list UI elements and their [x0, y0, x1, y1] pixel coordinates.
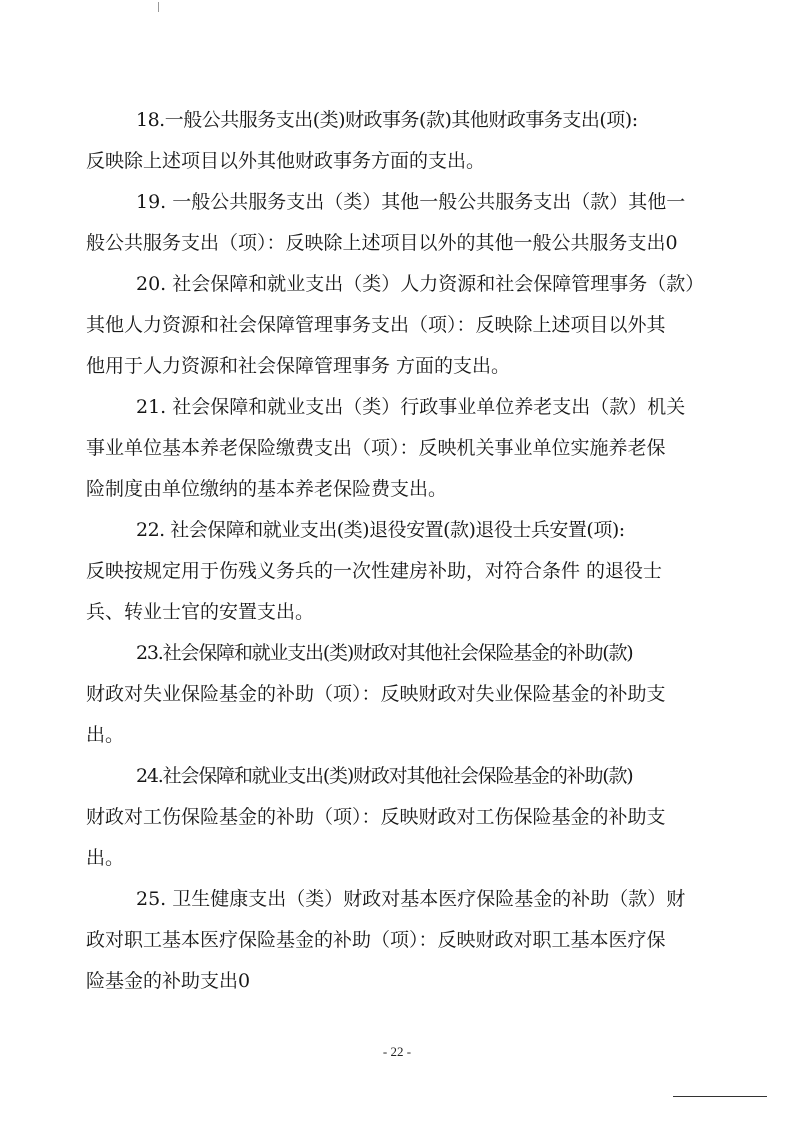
scan-artifact [158, 2, 159, 12]
paragraph-line: 其他人力资源和社会保障管理事务支出（项）：反映除上述项目以外其 [86, 314, 666, 336]
paragraph-line: 财政对工伤保险基金的补助（项）：反映财政对工伤保险基金的补助支 [86, 806, 666, 828]
paragraph-23 [86, 633, 766, 756]
paragraph-line: 政对职工基本医疗保险基金的补助（项）：反映财政对职工基本医疗保 [86, 929, 666, 951]
paragraph-20 [86, 264, 766, 387]
footer-rule [673, 1096, 767, 1097]
paragraph-line: 25. 卫生健康支出（类）财政对基本医疗保险基金的补助（款）财 [136, 888, 686, 910]
paragraph-line: 兵、转业士官的安置支出。 [86, 601, 315, 623]
paragraph-line: 20. 社会保障和就业支出（类）人力资源和社会保障管理事务（款） [136, 273, 705, 295]
paragraph-24 [86, 756, 766, 879]
paragraph-21 [86, 387, 766, 510]
paragraph-line: 事业单位基本养老保险缴费支出（项）：反映机关事业单位实施养老保 [86, 437, 666, 459]
paragraph-line: 出。 [86, 724, 125, 746]
paragraph-line: 他用于人力资源和社会保障管理事务 方面的支出。 [86, 355, 511, 377]
paragraph-line: 18.一般公共服务支出(类)财政事务(款)其他财政事务支出(项): [136, 109, 638, 131]
paragraph-line: 21. 社会保障和就业支出（类）行政事业单位养老支出（款）机关 [136, 396, 686, 418]
paragraph-18 [86, 100, 766, 182]
paragraph-19 [86, 182, 766, 264]
paragraph-25 [86, 879, 766, 1002]
paragraph-22 [86, 510, 766, 633]
paragraph-line: 险基金的补助支出0 [86, 970, 251, 992]
page-number: - 22 - [382, 1044, 412, 1059]
paragraph-line: 23.社会保障和就业支出(类)财政对其他社会保险基金的补助(款) [136, 642, 633, 664]
paragraph-line: 财政对失业保险基金的补助（项）：反映财政对失业保险基金的补助支 [86, 683, 666, 705]
paragraph-line: 反映按规定用于伤残义务兵的一次性建房补助，对符合条件 的退役士 [86, 560, 663, 582]
paragraph-line: 19. 一般公共服务支出（类）其他一般公共服务支出（款）其他一 [136, 191, 686, 213]
paragraph-line: 反映除上述项目以外其他财政事务方面的支出。 [86, 150, 486, 172]
paragraph-line: 险制度由单位缴纳的基本养老保险费支出。 [86, 478, 448, 500]
paragraph-line: 般公共服务支出（项）：反映除上述项目以外的其他一般公共服务支出0 [86, 232, 678, 254]
paragraph-line: 24.社会保障和就业支出(类)财政对其他社会保险基金的补助(款) [136, 765, 633, 787]
document-body [86, 100, 766, 1002]
paragraph-line: 22. 社会保障和就业支出(类)退役安置(款)退役士兵安置(项): [136, 519, 625, 541]
paragraph-line: 出。 [86, 847, 125, 869]
